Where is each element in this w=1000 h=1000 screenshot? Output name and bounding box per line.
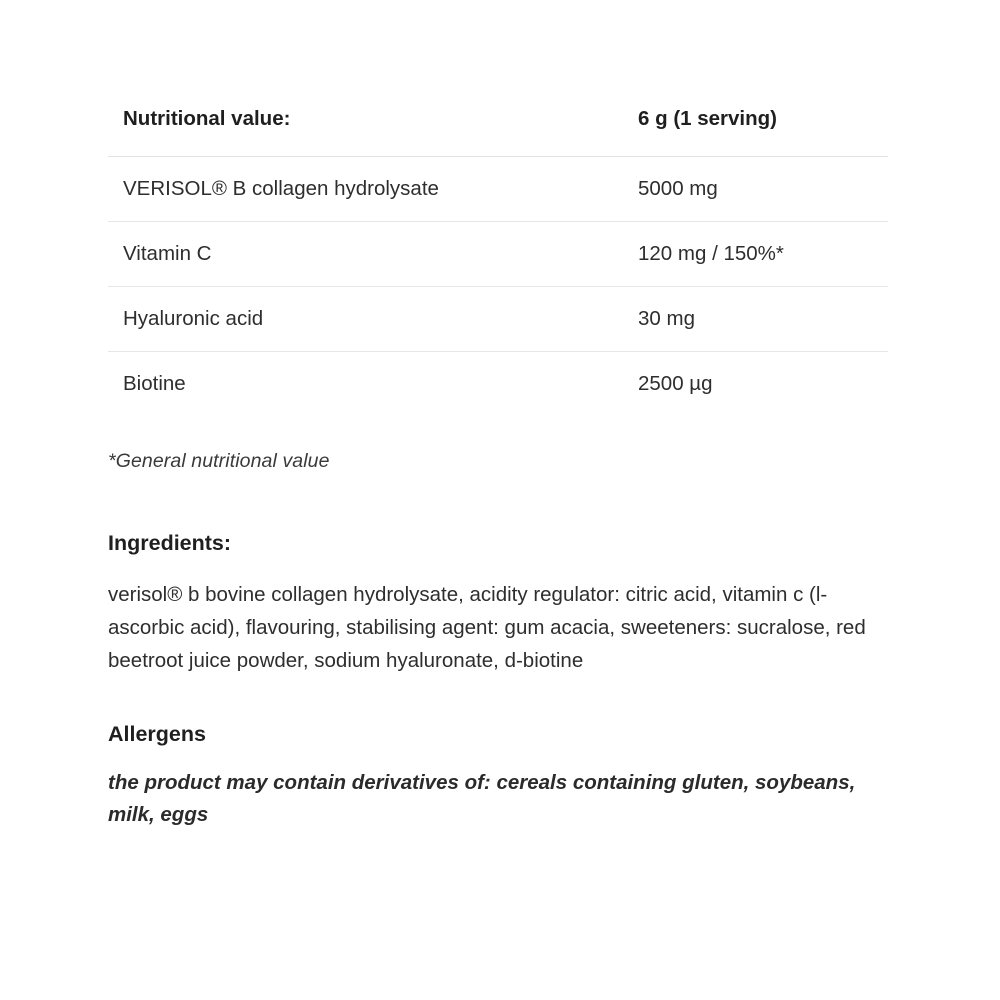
- table-row: [108, 287, 888, 352]
- nutrient-name: Vitamin C: [108, 222, 628, 287]
- nutrient-amount: 2500 µg: [638, 371, 713, 395]
- allergens-heading: Allergens: [108, 721, 206, 746]
- nutrient-name: VERISOL® B collagen hydrolysate: [108, 157, 628, 222]
- table-header-row: [108, 88, 888, 157]
- nutrition-table-header: [108, 88, 888, 157]
- allergens-text: the product may contain derivatives of: cereals containing gluten, soybeans, milk, eggs: [108, 770, 856, 827]
- column-header-serving: 6 g (1 serving): [628, 88, 888, 157]
- ingredients-heading: Ingredients:: [108, 531, 232, 555]
- nutrient-amount: 30 mg: [628, 287, 888, 352]
- nutrient-name: Hyaluronic acid: [108, 287, 628, 352]
- ingredients-text: verisol® b bovine collagen hydrolysate, acidity regulator: citric acid, vitamin c (l-ascorbic acid), flavouring, stabilising agent: gum acacia, sweeteners: sucralose, red beetroot juice powder, sodium hyaluronate, d-biotine: [108, 583, 866, 673]
- nutrient-name: Biotine: [123, 371, 186, 395]
- table-row: [108, 222, 888, 287]
- nutrition-footnote: *General nutritional value: [108, 450, 330, 472]
- table-row: [108, 157, 888, 222]
- nutrition-table-body: [108, 157, 888, 417]
- column-header-nutritional-value: Nutritional value:: [108, 88, 628, 157]
- nutrient-amount: 120 mg / 150%*: [628, 222, 888, 287]
- table-row: [108, 352, 888, 417]
- nutrition-table: [108, 88, 888, 416]
- nutrient-amount: 5000 mg: [628, 157, 888, 222]
